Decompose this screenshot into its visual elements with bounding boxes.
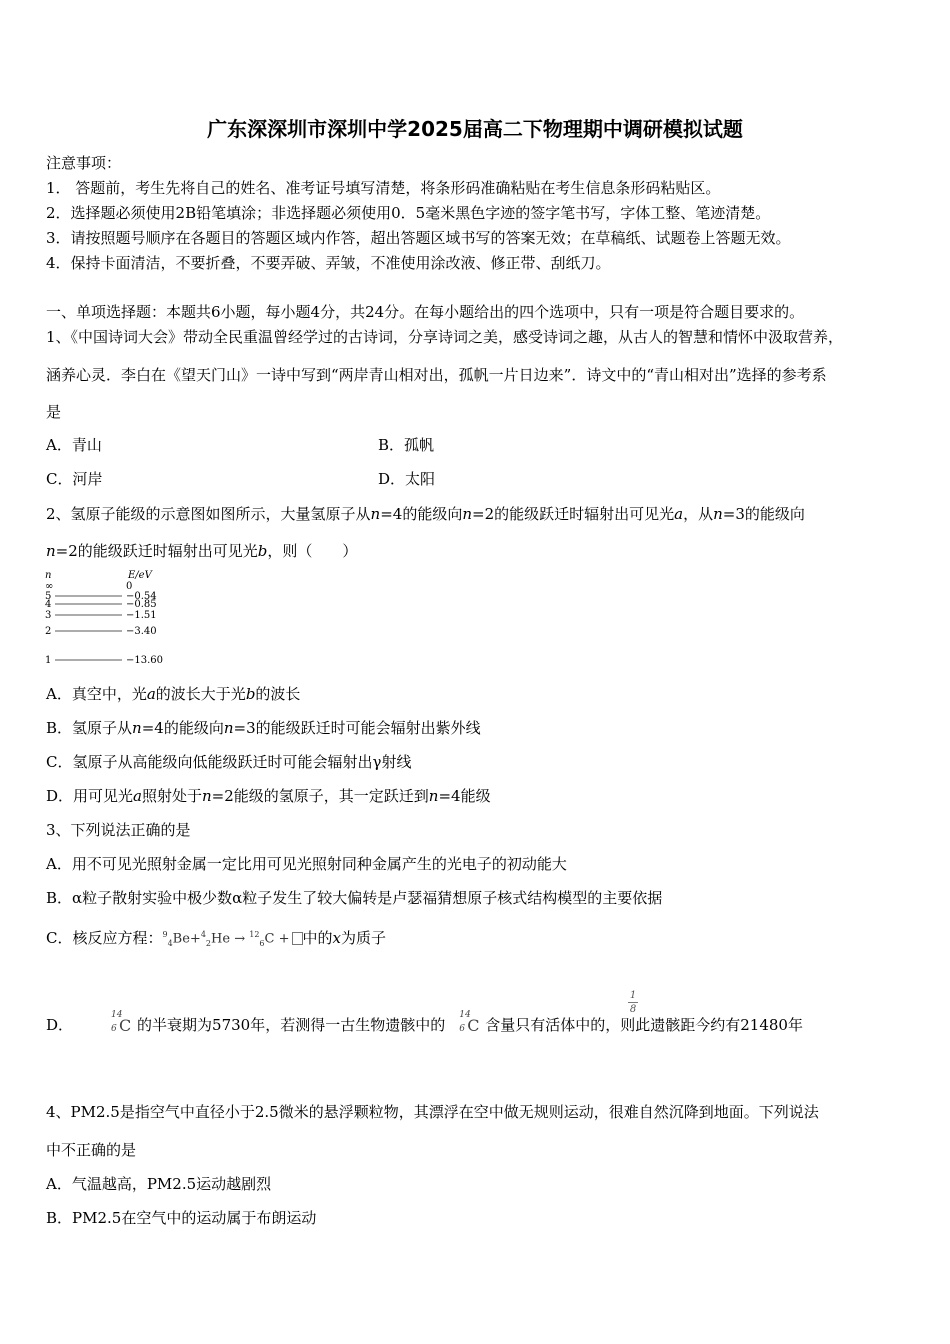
notice-item: 4．保持卡面清洁，不要折叠，不要弄破、弄皱，不准使用涂改液、修正带、刮纸刀。 bbox=[46, 254, 611, 272]
q1-option-b: B．孤帆 bbox=[378, 436, 435, 454]
level-energy-label: −1.51 bbox=[126, 610, 157, 621]
notice-item: 1． 答题前，考生先将自己的姓名、准考证号填写清楚，将条形码准确粘贴在考生信息条形码粘贴区。 bbox=[46, 179, 721, 197]
section-header: 一、单项选择题：本题共6小题，每小题4分，共24分。在每小题给出的四个选项中，只有一项是符合题目要求的。 bbox=[46, 303, 805, 321]
q4-stem-line: 4、PM2.5是指空气中直径小于2.5微米的悬浮颗粒物，其漂浮在空中做无规则运动，很难自然沉降到地面。下列说法 bbox=[46, 1103, 819, 1121]
q2-option-b: B．氢原子从n=4的能级向n=3的能级跃迁时可能会辐射出紫外线 bbox=[46, 719, 481, 737]
level-n-label: 2 bbox=[45, 626, 52, 637]
q1-stem-line: 是 bbox=[46, 403, 62, 421]
q1-stem-line: 涵养心灵．李白在《望天门山》一诗中写到“两岸青山相对出，孤帆一片日边来”．诗文中的“青山相对出”选择的参考系 bbox=[46, 366, 827, 384]
level-n-label: 5 bbox=[45, 591, 52, 602]
notice-heading: 注意事项： bbox=[46, 154, 122, 172]
q3-option-c: C．核反应方程：$^9_4$Be+$^4_2$He → $^{12}_6$C + 中的x为质子 bbox=[46, 929, 387, 948]
q3-option-d: D． 14 6 C 的半衰期为5730年，若测得一古生物遗骸中的 14 6 C 含量只有活体中的，则此遗骸距今约有21480年 bbox=[46, 1010, 803, 1035]
level-n-label: 4 bbox=[45, 599, 52, 610]
page-title: 广东深深圳市深圳中学2025届高二下物理期中调研模拟试题 bbox=[207, 117, 743, 141]
q4-option-b: B．PM2.5在空气中的运动属于布朗运动 bbox=[46, 1209, 317, 1227]
q1-option-c: C．河岸 bbox=[46, 470, 103, 488]
q4-option-a: A．气温越高，PM2.5运动越剧烈 bbox=[46, 1175, 272, 1193]
q1-stem-line: 1、《中国诗词大会》带动全民重温曾经学过的古诗词，分享诗词之美，感受诗词之趣，从古人的智慧和情怀中汲取营养， bbox=[46, 328, 844, 346]
q1-option-a: A．青山 bbox=[46, 436, 102, 454]
level-energy-label: −13.60 bbox=[126, 655, 164, 666]
q1-option-d: D．太阳 bbox=[378, 470, 436, 488]
carbon-14-symbol: 14 6 C bbox=[111, 1010, 132, 1035]
q2-option-a: A．真空中，光a的波长大于光b的波长 bbox=[46, 685, 301, 703]
level-energy-label: −3.40 bbox=[126, 626, 157, 637]
diagram-energy-axis-label: E/eV bbox=[128, 570, 152, 581]
notice-item: 2．选择题必须使用2B铅笔填涂；非选择题必须使用0．5毫米黑色字迹的签字笔书写，字体工整、笔迹清楚。 bbox=[46, 204, 771, 222]
q2-option-c: C．氢原子从高能级向低能级跃迁时可能会辐射出γ射线 bbox=[46, 753, 412, 771]
level-n-label: ∞ bbox=[45, 581, 54, 592]
unknown-particle-box bbox=[292, 932, 303, 945]
q2-stem-line: 2、氢原子能级的示意图如图所示，大量氢原子从n=4的能级向n=2的能级跃迁时辐射出可见光a，从n=3的能级向 bbox=[46, 505, 805, 523]
nuclear-equation: $^9_4$Be+$^4_2$He → $^{12}_6$C + bbox=[162, 930, 302, 948]
level-energy-label: 0 bbox=[126, 581, 133, 592]
q2-option-d: D．用可见光a照射处于n=2能级的氢原子，其一定跃迁到n=4能级 bbox=[46, 787, 491, 805]
level-energy-label: −0.85 bbox=[126, 599, 157, 610]
diagram-n-axis-label: n bbox=[45, 570, 52, 581]
q3-option-b: B．α粒子散射实验中极少数α粒子发生了较大偏转是卢瑟福猜想原子核式结构模型的主要依据 bbox=[46, 889, 663, 907]
q4-stem-line: 中不正确的是 bbox=[46, 1141, 137, 1159]
q3-option-a: A．用不可见光照射金属一定比用可见光照射同种金属产生的光电子的初动能大 bbox=[46, 855, 567, 873]
fraction-one-eighth: 1 8 bbox=[629, 990, 637, 1015]
carbon-14-symbol: 14 6 C bbox=[459, 1010, 480, 1035]
level-n-label: 1 bbox=[45, 655, 52, 666]
notice-item: 3．请按照题号顺序在各题目的答题区域内作答，超出答题区域书写的答案无效；在草稿纸、试题卷上答题无效。 bbox=[46, 229, 791, 247]
level-energy-label: −0.54 bbox=[126, 591, 157, 602]
q3-stem: 3、下列说法正确的是 bbox=[46, 821, 191, 839]
level-n-label: 3 bbox=[45, 610, 52, 621]
q2-stem-line: n=2的能级跃迁时辐射出可见光b，则（ ） bbox=[46, 542, 358, 560]
energy-level-diagram bbox=[40, 566, 180, 670]
